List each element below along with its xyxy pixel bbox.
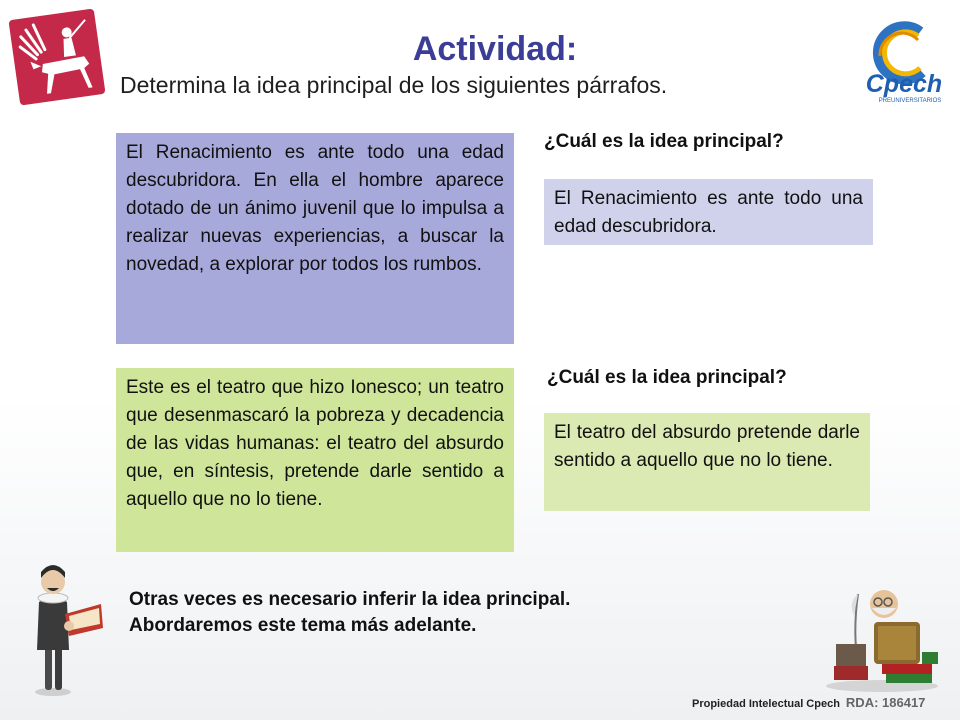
question-label-2: ¿Cuál es la idea principal?: [547, 367, 787, 388]
cpech-logo-sub: PREUNIVERSITARIOS: [878, 98, 942, 104]
paragraph-box-2: Este es el teatro que hizo Ionesco; un teatro que desenmascaró la pobreza y decadencia de las vidas humanas: el teatro del absurdo que, en síntesis, pretende darle sentido a aquello que no lo tiene.: [116, 368, 514, 552]
paragraph-box-1: El Renacimiento es ante todo una edad descubridora. En ella el hombre aparece dotado de un ánimo juvenil que lo impulsa a realizar nuevas experiencias, a buscar la novedad, a explorar por todos los rumbos.: [116, 133, 514, 344]
footer-credit: [692, 695, 925, 710]
answer-box-2: El teatro del absurdo pretende darle sentido a aquello que no lo tiene.: [544, 413, 870, 511]
footer-property: Propiedad Intelectual Cpech: [692, 698, 840, 710]
question-label-1: ¿Cuál es la idea principal?: [544, 131, 784, 152]
slide-title: Actividad:: [412, 30, 578, 68]
closing-note-line-1: Otras veces es necesario inferir la idea principal.: [129, 589, 571, 610]
scholar-character-icon: [818, 582, 943, 694]
slide-subtitle: Determina la idea principal de los siguientes párrafos.: [120, 72, 668, 98]
reader-character-icon: [25, 558, 105, 698]
footer-rda: RDA: 186417: [845, 695, 926, 710]
cpech-logo-text: Cpech: [865, 70, 943, 98]
answer-box-1: El Renacimiento es ante todo una edad descubridora.: [544, 179, 873, 245]
closing-note: [129, 587, 570, 639]
closing-note-line-2: Abordaremos este tema más adelante.: [129, 615, 477, 636]
